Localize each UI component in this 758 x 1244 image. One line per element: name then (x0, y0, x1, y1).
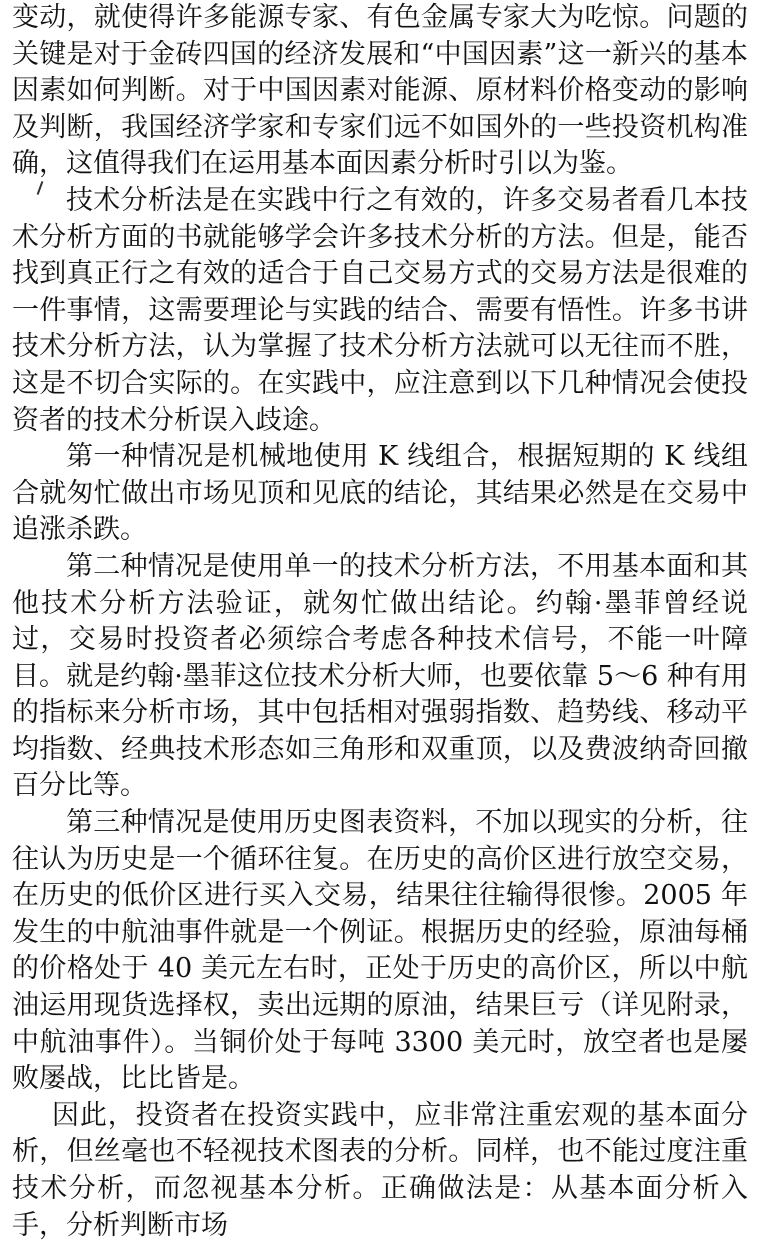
paragraph-5: 第三种情况是使用历史图表资料，不加以现实的分析，往往认为历史是一个循环往复。在历史的高价区进行放空交易，在历史的低价区进行买入交易，结果往往输得很惨。2005 年发生的中航油事件就是一个例证。根据历史的经验，原油每桶的价格处于 40 美元左右时，正处于历史的高价区，所以中航油运用现货选择权，卖出远期的原油，结果巨亏（详见附录，中航油事件）。当铜价处于每吨 3300 美元时，放空者也是屡败屡战，比比皆是。 (12, 807, 748, 1095)
body-text (12, 0, 748, 1244)
paragraph-6: 因此，投资者在投资实践中，应非常注重宏观的基本面分析，但丝毫也不轻视技术图表的分析。同样，也不能过度注重技术分析，而忽视基本分析。正确做法是：从基本面分析入手，分析判断市场 (12, 1099, 748, 1241)
paragraph-2: 技术分析法是在实践中行之有效的，许多交易者看几本技术分析方面的书就能够学会许多技术分析的方法。但是，能否找到真正行之有效的适合于自己交易方式的交易方法是很难的一件事情，这需要理论与实践的结合、需要有悟性。许多书讲技术分析方法，认为掌握了技术分析方法就可以无往而不胜，这是不切合实际的。在实践中，应注意到以下几种情况会使投资者的技术分析误入歧途。 (12, 184, 748, 436)
paragraph-1: 变动，就使得许多能源专家、有色金属专家大为吃惊。问题的关键是对于金砖四国的经济发展和“中国因素”这一新兴的基本因素如何判断。对于中国因素对能源、原材料价格变动的影响及判断，我国经济学家和专家们远不如国外的一些投资机构准确，这值得我们在运用基本面因素分析时引以为鉴。 (12, 2, 748, 180)
paragraph-3: 第一种情况是机械地使用 K 线组合，根据短期的 K 线组合就匆忙做出市场见顶和见底的结论，其结果必然是在交易中追涨杀跌。 (12, 441, 748, 546)
paragraph-4: 第二种情况是使用单一的技术分析方法，不用基本面和其他技术分析方法验证，就匆忙做出结论。约翰·墨菲曾经说过，交易时投资者必须综合考虑各种技术信号，不能一叶障目。就是约翰·墨菲这位技术分析大师，也要依靠 5～6 种有用的指标来分析市场，其中包括相对强弱指数、趋势线、移动平均指数、经典技术形态如三角形和双重顶，以及费波纳奇回撤百分比等。 (12, 550, 748, 802)
